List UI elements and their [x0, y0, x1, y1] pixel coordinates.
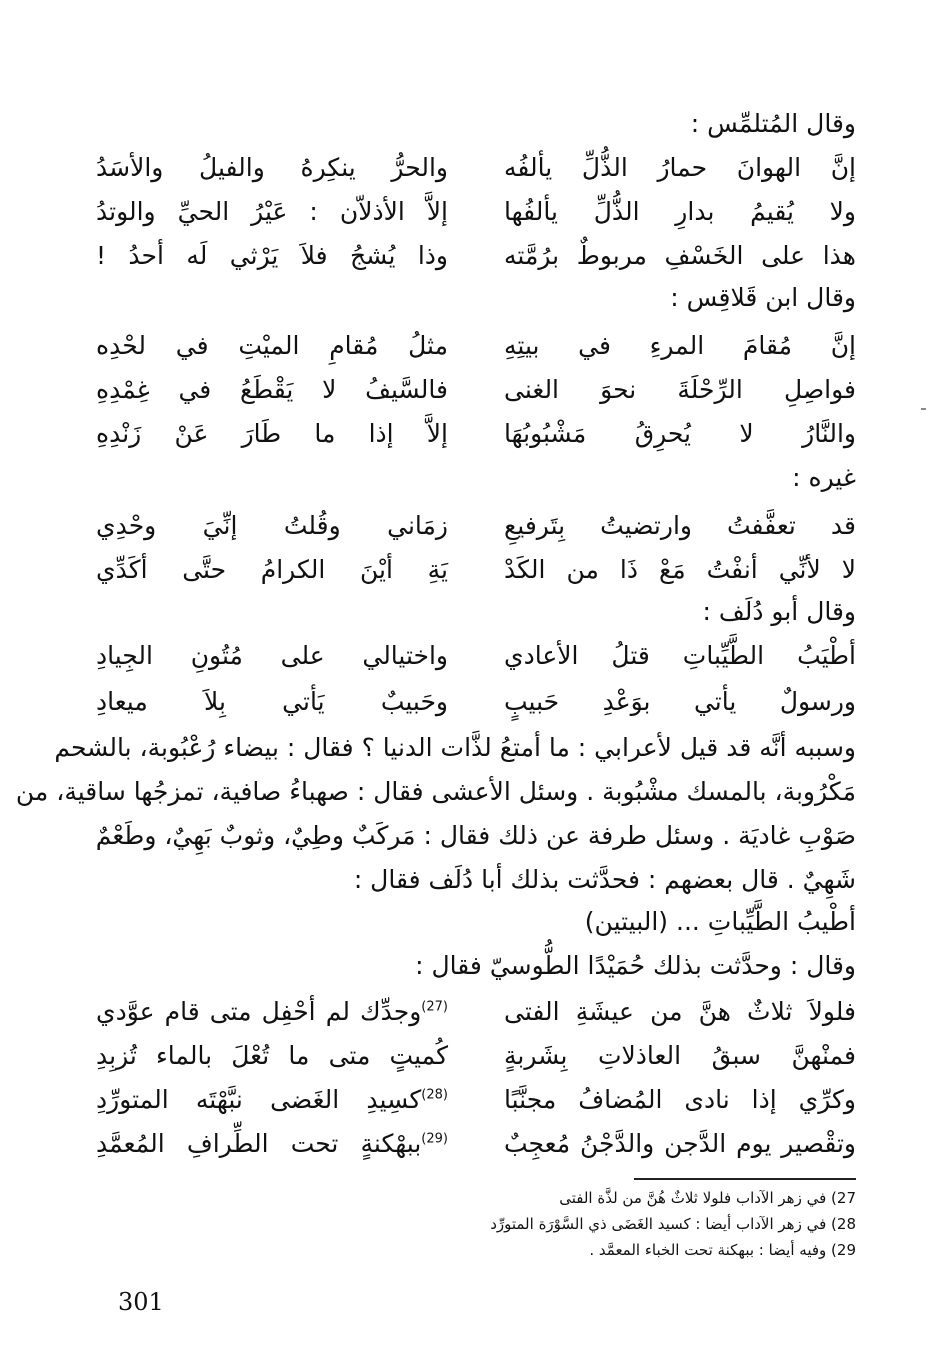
verse-first-hemistich: فلولاَ ثلاثٌ هنَّ من عيشَةِ الفتى: [504, 997, 856, 1026]
margin-speck: [921, 408, 926, 410]
verse-first-hemistich: والنَّارُ لا يُحرِقُ مَشْبُوبُهَا: [504, 419, 856, 448]
footnote-ref: (29): [421, 1131, 448, 1147]
intro-ibn-qalaqis: وقال ابن قَلاقِس :: [670, 283, 856, 312]
verse-first-hemistich: إنَّ مُقامَ المرءِ في بيتِهِ: [504, 331, 856, 360]
verse-second-hemistich: فالسَّيفُ لا يَقْطَعُ في غِمْدِهِ: [96, 375, 448, 404]
verse-second-hemistich: يَةِ أيْنَ الكرامُ حتَّى أكَدِّي: [96, 555, 448, 584]
verse-second-hemistich: وحَبيبٌ يَأتي بِلاَ ميعادِ: [96, 687, 448, 716]
footnote-28: 28) في زهر الآداب أيضا : كسيد الغَضَى ذي السَّوْرَة المتورِّد: [490, 1215, 856, 1233]
verse-second-hemistich: $^{(27)}$وجدِّك لم أحْفِل متى قام عوَّدي: [96, 997, 448, 1026]
verse-line: [96, 996, 856, 1032]
intro-al-mutalammis: وقال المُتلمِّس :: [690, 109, 856, 138]
verse-first-hemistich: هذا على الخَسْفِ مربوطٌ برُمَّته: [504, 241, 856, 270]
verse-line: [96, 418, 856, 454]
footnote-divider: [634, 1178, 856, 1180]
verse-line: [96, 196, 856, 232]
verse-first-hemistich: وتقْصير يوم الدَّجن والدَّجْنُ مُعجِبٌ: [504, 1129, 856, 1158]
prose-line: صَوْبِ غاديَة . وسئل طرفة عن ذلك فقال : مَركَبٌ وطِيٌ، وثوبٌ بَهِيٌ، وطَعْمٌ: [95, 821, 856, 850]
verse-line: [96, 330, 856, 366]
verse-line: [96, 374, 856, 410]
verse-first-hemistich: ورسولٌ يأتي بوَعْدِ حَبيبٍ: [504, 687, 856, 716]
verse-first-hemistich: إنَّ الهوانَ حمارُ الذُّلِّ يألفُه: [504, 153, 856, 182]
verse-first-hemistich: فواصِلِ الرِّحْلَةَ نحوَ الغنى: [504, 375, 856, 404]
quoted-verse-start: أطْيبُ الطَّيِّباتِ ... (البيتين): [584, 907, 856, 936]
verse-second-hemistich: والحرُّ ينكِرهُ والفيلُ والأسَدُ: [96, 153, 448, 182]
page-number: 301: [118, 1288, 164, 1316]
verse-first-hemistich: أطْيَبُ الطَّيِّباتِ قتلُ الأعادي: [504, 641, 856, 670]
verse-line: [96, 686, 856, 722]
verse-line: [96, 240, 856, 276]
verse-line: [96, 1084, 856, 1120]
footnote-29: 29) وفيه أيضا : ببهكنة تحت الخباء المعمَّد .: [589, 1241, 856, 1259]
verse-second-hemistich: مثلُ مُقامِ الميْتِ في لحْدِه: [96, 331, 448, 360]
prose-line: مَكْرُوبة، بالمسك مشْبُوبة . وسئل الأعشى فقال : صهباءُ صافية، تمزجُها ساقية، من: [15, 777, 856, 806]
footnote-ref: (27): [421, 999, 448, 1015]
verse-first-hemistich: قد تعفَّفتُ وارتضيتُ بِتَرفيعِ: [504, 511, 856, 540]
verse-second-hemistich: $^{(29)}$ببهْكنةٍ تحت الطِّرافِ المُعمَّدِ: [96, 1129, 448, 1158]
prose-line: شَهِيٌ . قال بعضهم : فحدَّثت بذلك أبا دُلَف فقال :: [353, 865, 856, 894]
verse-line: [96, 510, 856, 546]
verse-line: [96, 1128, 856, 1164]
footnote-ref: (28): [421, 1087, 448, 1103]
prose-line: وسببه أنَّه قد قيل لأعرابي : ما أمتعُ لذَّات الدنيا ؟ فقال : بيضاء رُعْبُوبة، بالشحم: [54, 733, 856, 762]
verse-first-hemistich: فمنْهنَّ سبقُ العاذلاتِ بِشَربةٍ: [504, 1041, 856, 1070]
verse-first-hemistich: ولا يُقيمُ بدارِ الذُّلِّ يألفُها: [504, 197, 856, 226]
verse-first-hemistich: لا لأنِّي أنفْتُ مَعْ ذَا من الكَدْ: [504, 555, 856, 584]
verse-line: [96, 640, 856, 676]
verse-second-hemistich: كُميتٍ متى ما تُعْلَ بالماء تُزبِدِ: [96, 1041, 448, 1070]
verse-second-hemistich: إلاَّ إذا ما طَارَ عَنْ زَنْدِهِ: [96, 419, 448, 448]
verse-second-hemistich: $^{(28)}$كسِيدِ الغَضى نبَّهْتَه المتورِّدِ: [96, 1085, 448, 1114]
verse-line: [96, 152, 856, 188]
verse-second-hemistich: زمَاني وقُلتُ إنِّيَ وحْدِي: [96, 511, 448, 540]
verse-second-hemistich: وذا يُشجُ فلاَ يَرْثي لَه أحدُ !: [96, 241, 448, 270]
intro-humayd-al-tusi: وقال : وحدَّثت بذلك حُمَيْدًا الطُّوسيّ فقال :: [415, 951, 856, 980]
verse-line: [96, 1040, 856, 1076]
intro-other-poet: غيره :: [792, 463, 856, 492]
footnote-27: 27) في زهر الآداب فلولا ثلاثٌ هُنَّ من لذَّة الفتى: [559, 1189, 856, 1207]
verse-second-hemistich: واختيالي على مُتُونِ الجِيادِ: [96, 641, 448, 670]
verse-first-hemistich: وكرِّي إذا نادى المُضافُ مجنَّبًا: [504, 1085, 856, 1114]
verse-second-hemistich: إلاَّ الأذلاّن : عَيْرُ الحيِّ والوتدُ: [96, 197, 448, 226]
verse-line: [96, 554, 856, 590]
intro-abu-dulaf: وقال أبو دُلَف :: [702, 597, 856, 626]
